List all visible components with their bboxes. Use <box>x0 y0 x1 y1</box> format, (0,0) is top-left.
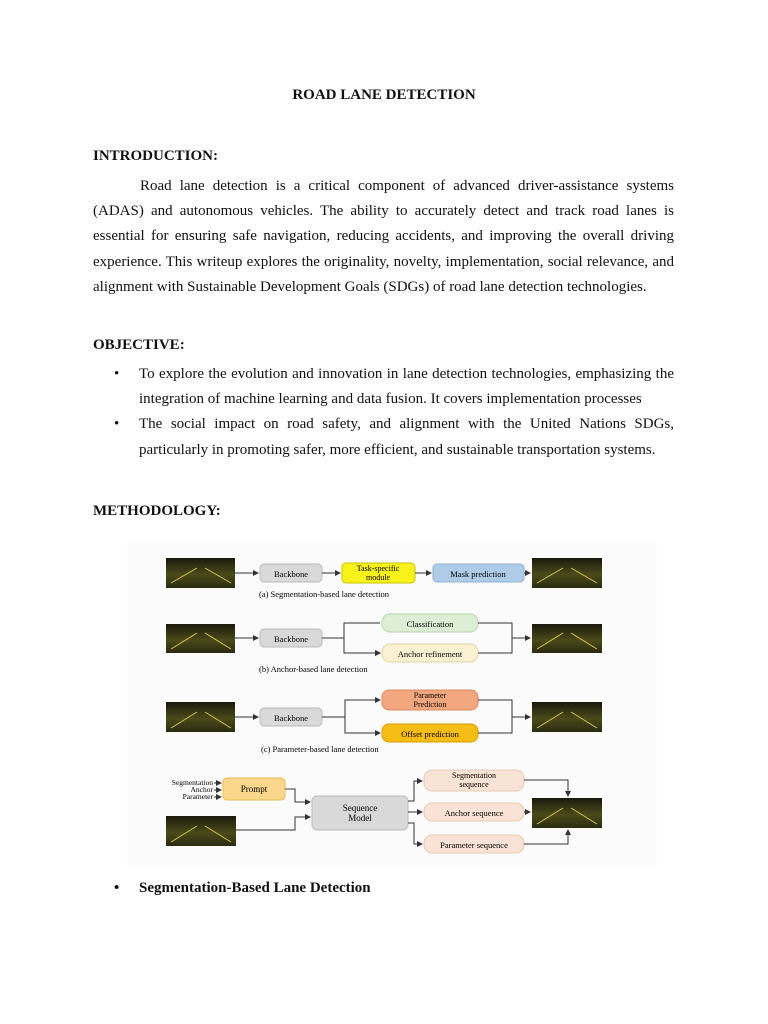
backbone-label: Backbone <box>274 713 308 723</box>
input-segmentation-label: Segmentation <box>171 778 213 787</box>
road-image-thumbnail <box>532 558 602 588</box>
anchor-refinement-label: Anchor refinement <box>397 649 463 659</box>
parameter-sequence-label: Parameter sequence <box>440 840 508 850</box>
road-image-thumbnail <box>166 702 235 732</box>
bullet-marker: • <box>114 880 120 896</box>
introduction-paragraph: Road lane detection is a critical component of advanced driver-assistance systems (ADAS) and autonomous vehicles. The ability to accurately detect and track road lanes is essential for ensuring safe navigation, reducing accidents, and improving the overall driving experience. This writeup explores the originality, novelty, implementation, social relevance, and alignment with Sustainable Development Goals (SDGs) of road lane detection technologies. <box>93 178 674 295</box>
mask-prediction-label: Mask prediction <box>450 569 506 579</box>
road-image-thumbnail <box>532 798 602 828</box>
segmentation-bullet-text: Segmentation-Based Lane Detection <box>139 880 371 896</box>
objective-bullet: • The social impact on road safety, and alignment with the United Nations SDGs, particularly in promoting safer, more efficient, and sustainable transportation systems. <box>93 412 674 462</box>
task-module-label-line2: module <box>366 573 390 582</box>
segmentation-sequence-label-line1: Segmentation <box>452 771 496 780</box>
backbone-label: Backbone <box>274 634 308 644</box>
sequence-model-label-line2: Model <box>348 813 372 823</box>
objective-bullet-list <box>93 362 674 463</box>
input-anchor-label: Anchor <box>190 785 213 794</box>
task-module-label-line1: Task-specific <box>356 564 400 573</box>
document-title: ROAD LANE DETECTION <box>292 87 476 103</box>
parameter-prediction-label-line2: Prediction <box>413 700 447 709</box>
introduction-heading: INTRODUCTION: <box>93 148 219 164</box>
methodology-heading: METHODOLOGY: <box>93 503 221 519</box>
road-image-thumbnail <box>166 558 235 588</box>
segmentation-sequence-label-line2: sequence <box>459 780 489 789</box>
road-image-thumbnail <box>166 816 236 846</box>
objective-heading: OBJECTIVE: <box>93 337 185 353</box>
backbone-label: Backbone <box>274 569 308 579</box>
objective-bullet: • To explore the evolution and innovation in lane detection technologies, emphasizing the integration of machine learning and data fusion. It covers implementation processes <box>93 362 674 412</box>
road-image-thumbnail <box>532 702 602 732</box>
input-parameter-label: Parameter <box>182 792 213 801</box>
prompt-label: Prompt <box>240 784 268 794</box>
caption-b: (b) Anchor-based lane detection <box>259 664 368 674</box>
caption-c: (c) Parameter-based lane detection <box>261 744 379 754</box>
anchor-sequence-label: Anchor sequence <box>444 808 504 818</box>
road-image-thumbnail <box>166 624 235 653</box>
lane-detection-methods-figure <box>127 543 657 865</box>
road-image-thumbnail <box>532 624 602 653</box>
classification-label: Classification <box>406 619 454 629</box>
sequence-model-label-line1: Sequence <box>342 803 378 813</box>
offset-prediction-label: Offset prediction <box>401 729 459 739</box>
caption-a: (a) Segmentation-based lane detection <box>259 589 390 599</box>
parameter-prediction-label-line1: Parameter <box>413 691 447 700</box>
